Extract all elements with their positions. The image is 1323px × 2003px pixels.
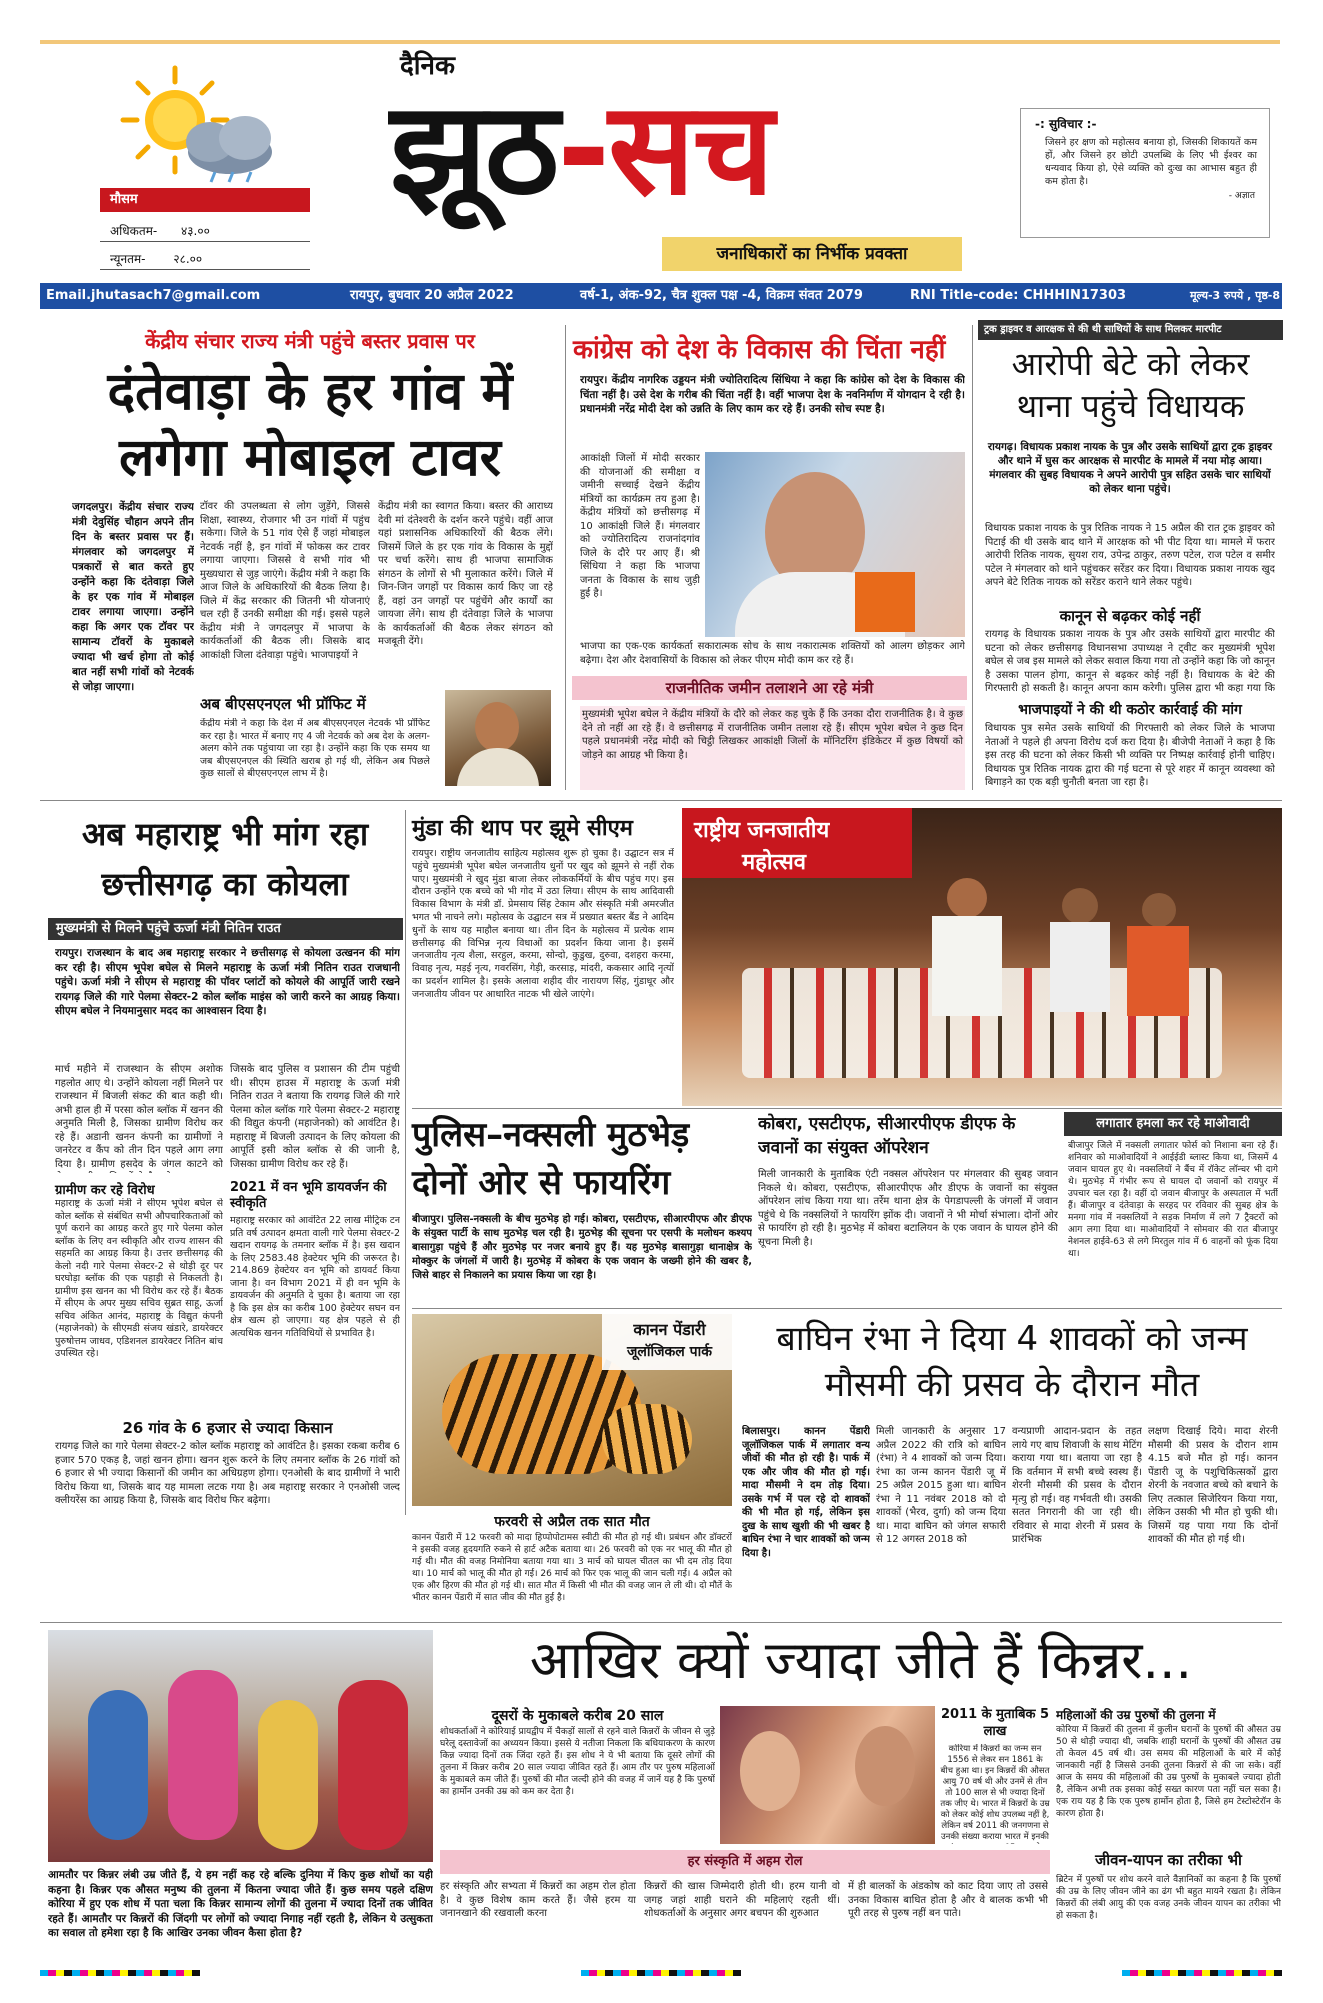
story8-sub1: दूसरों के मुकाबले करीब 20 साल bbox=[491, 1708, 664, 1724]
story7-col2: मिली जानकारी के अनुसार 17 अप्रैल 2022 की रात्रि को बाघिन (रंभा) ने 4 शावकों को जन्म दिया। रंभा का जन्म कानन पेंडारी जू में 25 अप्रैल 2015 हुआ था। बाघिन रंभा ने 11 नवंबर 2018 को दो शावकों (भैरव, दुर्गा) को जन्म दिया था। मादा बाघिन को जंगल सफारी से 12 अगस्त 2018 को bbox=[876, 1426, 1006, 1545]
story3-kicker: ट्रक ड्राइवर व आरक्षक से की थी साथियों के साथ मिलकर मारपीट bbox=[978, 320, 1283, 340]
story3-lead: रायगढ़। विधायक प्रकाश नायक के पुत्र और उसके साथियों द्वारा ट्रक ड्राइवर और थाने में घुस कर आरक्षक से मारपीट के मामले में नया मोड़ आया। मंगलवार की सुबह विधायक ने अपने आरोपी पुत्र सहित उसके चार साथियों को लेकर थाना पहुंचे। bbox=[987, 441, 1273, 495]
story7-sub-text: कानन पेंडारी में 12 फरवरी को मादा हिप्पोपोटामस स्वीटी की मौत हो गई थी। प्रबंधन और डॉक्टरों ने इसकी वजह हृदयगति रुकने से हार्ट अटैक बताया था। 26 फरवरी को एक नर भालू की मौत हो गई थी। मौत की वजह निमोनिया बताया गया था। 3 मार्च को घायल चीतल का भी दम तोड़ दिया था। 10 मार्च को भालू की मौत हो गई। 26 मार्च को फिर एक भालू की जान चली गई। 4 अप्रैल को एक और हिरण की मौत हो गई थी। सात मौत में किसी भी मौत की वजह जान ले ली थी। दो मौतें के भीतर कानन पेंडारी में सात जीव की मौत हुई है। bbox=[412, 1533, 732, 1603]
festival-photo-caption1: राष्ट्रीय जनजातीय bbox=[694, 818, 830, 843]
story8-t1: शोधकर्ताओं ने कोरियाई प्रायद्वीप में चैकड़ों सालों से रहने वाले किन्नरों के जीवन से जुड़े घरेलू दस्तावेजों का अध्ययन किया। इससे ये नतीजा निकला कि बधियाकरण के कारण किन्न ज्यादा दिनों तक जिंदा रहते हैं। इस शोध ने ये भी बताया कि दूसरे लोगों की तुलना में किन्नर करीब 20 साल ज्यादा जीवित रहते हैं। आम तौर पर पुरुष महिलाओं के मुकाबले कम जीते हैं। पुरुषों की मौत जल्दी होने की वजह में जानें यह है कि पुरुषों का हार्मोन उनकी उम्र को कम कर देता है। bbox=[440, 1727, 715, 1797]
nameplate-dash: - bbox=[557, 75, 609, 224]
min-temp-row bbox=[100, 248, 310, 270]
story4-sub2: 2021 में वन भूमि डायवर्जन की स्वीकृति bbox=[230, 1180, 387, 1211]
story8-t2: कोरिया में किन्नरों का जन्म सन 1556 से लेकर सन 1861 के बीच हुआ था। इन किन्नरों की औसत आयु 70 वर्ष थी और उनमें से तीन तो 100 साल से भी ज्यादा दिनों तक जीए थे। भारत में किन्नरों के उम्र को लेकर कोई शोध उपलब्ध नहीं है, लेकिन वर्ष 2011 की जनगणना से उनकी संख्या कराया भारत में इनकी bbox=[940, 1744, 1050, 1842]
story6-side-title: लगातार हमला कर रहे माओवादी bbox=[1064, 1112, 1282, 1136]
minister-photo bbox=[445, 690, 551, 786]
story2-col: आकांक्षी जिलों में मोदी सरकार की योजनाओं की समीक्षा व जमीनी सच्चाई देखने केंद्रीय मंत्रियों का कार्यक्रम तय हुआ है। केंद्रीय मंत्रियों को छत्तीसगढ़ में 10 आकांक्षी जिले हैं। मंगलवार को ज्योतिरादित्य राजनांदगांव जिले के दौरे पर आए हैं। श्री सिंधिया ने कहा कि भाजपा जनता के विकास के साथ जुड़ी हुई है। bbox=[580, 453, 700, 599]
min-temp-value: २८.०० bbox=[173, 252, 203, 266]
festival-photo bbox=[682, 808, 1282, 1106]
min-temp-label: न्यूनतम- bbox=[110, 252, 146, 266]
kinnar-celebration-photo bbox=[48, 1630, 433, 1862]
story1-headline-line1: दंतेवाड़ा के हर गांव में bbox=[107, 362, 513, 422]
story2-headline: कांग्रेस को देश के विकास की चिंता नहीं bbox=[573, 335, 946, 365]
story8-t3: कोरिया में किन्नरों की तुलना में कुलीन घरानों के पुरुषों की औसत उम्र 50 से थोड़ी ज्यादा थी, जबकि शाही घरानों के पुरुषों की औसत उम्र तो केवल 45 वर्ष थी। उस समय की महिलाओं के बारे में कोई जानकारी नहीं है जिससे उनकी तुलना किन्नरों से की जा सके। वहीं आज के समय की महिलाओं की उम्र पुरुषों के मुकाबले ज्यादा होती है, लेकिन अभी तक इसका कोई सख्त कारण पता नहीं चल सका है। एक राय यह है कि एक पुरुष हार्मोन होता है, जिसे हम टेस्टोस्टेरॉन के कारण होता है। bbox=[1056, 1725, 1281, 1819]
story1-col2: टॉवर की उपलब्धता से लोग जुड़ेंगे, जिससे शिक्षा, स्वास्थ्य, रोजगार भी उन गांवों में पहुंच सकेगा। जिले के 51 गांव ऐसे हैं जहां मोबाइल नेटवर्क नहीं है, इन गांवों में फोकस कर टावर लगाया जाएगा। जिससे वे सभी गांव भी मुख्यधारा से जुड़ जाएंगे। केंद्रीय मंत्री ने कहा कि आज जिले के अधिकारियों की बैठक लिया है। जिले में केंद्र सरकार की जितनी भी योजनाएं चल रही हैं उनकी समीक्षा की गई। इससे पहले केंद्रीय मंत्री ने जगदलपुर में भाजपा के कार्यकर्ताओं की बैठक ली। जिसके बाद आकांक्षी जिला दंतेवाड़ा पहुंचे। भाजपाइयों ने bbox=[200, 501, 370, 661]
story3-p2: रायगढ़ के विधायक प्रकाश नायक के पुत्र और उसके साथियों द्वारा मारपीट की घटना को लेकर छत्तीसगढ़ विधानसभा उपाध्यक्ष ने ट्वीट कर मुख्यमंत्री भूपेश बघेल से जब इस मामले को लेकर सवाल किया गया तो उन्होंने कहा कि जो कानून है उसका पालन होगा, कानून से बढ़कर कोई नहीं है। विधायक के बेटे की गिरफ्तारी हो सकती है। कानून अपना काम करेगी। पुलिस द्वारा भी कहा गया कि bbox=[985, 629, 1275, 694]
registration-strip-top bbox=[40, 40, 1280, 44]
story1-side-text: केंद्रीय मंत्री ने कहा कि देश में अब बीएसएनएल नेटवर्क भी प्रॉफिट कर रहा है। भारत में बनाए गए 4 जी नेटवर्क को अब देश के अलग-अलग कोने तक पहुंचाया जा रहा है। उन्होंने कहा कि एक समय था जब बीएसएनएल की स्थिति खराब हो गई थी, लेकिन अब पिछले कुछ सालों से बीएसएनएल लाभ में है। bbox=[200, 718, 430, 779]
email-link[interactable]: Email.jhutasach7@gmail.com bbox=[46, 288, 261, 303]
story1-side-box bbox=[200, 690, 552, 790]
story3-sub2: भाजपाइयों ने की थी कठोर कार्रवाई की मांग bbox=[1018, 702, 1242, 718]
story4-col1: मार्च महीने में राजस्थान के सीएम अशोक गहलोत आए थे। उन्होंने कोयला नहीं मिलने पर राजस्थान में बिजली संकट की बात कही थी। अभी हाल ही में परसा कोल ब्लॉक में खनन की अनुमति मिली है, जिसका ग्रामीण विरोध कर रहे हैं। अडानी खनन कंपनी का ग्रामीणों ने जनरेटर व कैंप को तीन दिन पहले आग लगा दिया है। ग्रामीण हसदेव के जंगल काटने को bbox=[55, 1064, 223, 1170]
story8-b1: हर संस्कृति और सभ्यता में किन्नरों का अहम रोल होता है। वे कुछ विशेष काम करते हैं। जैसे हरम या जनानखाने की रखवाली करना bbox=[440, 1881, 636, 1919]
info-bar bbox=[40, 283, 1282, 309]
story7-headline-line2: मौसमी की प्रसव के दौरान मौत bbox=[824, 1365, 1200, 1405]
story7-headline-line1: बाघिन रंभा ने दिया 4 शावकों को जन्म bbox=[776, 1319, 1248, 1359]
edition-details: वर्ष-1, अंक-92, चैत्र शुक्ल पक्ष -4, विक्रम संवत 2079 bbox=[580, 288, 863, 303]
story2-side-title: राजनीतिक जमीन तलाशने आ रहे मंत्री bbox=[572, 676, 967, 700]
story3-p1: विधायक प्रकाश नायक के पुत्र रितिक नायक ने 15 अप्रैल की रात ट्रक ड्राइवर को पिटाई की थी उसके बाद थाने में आरक्षक को भी पीट दिया था। मामले में फरार आरोपी रितिक नायक, सुयश राय, उपेन्द्र ठाकुर, तरुण पटेल, राज पटेल व समीर पटेल ने मंगलवार को थाने पहुंचकर सरेंडर कर दिया। विधायक प्रकाश नायक खुद अपने बेटे रितिक नायक को सरेंडर कराने थाने लेकर पहुंचे। bbox=[985, 523, 1275, 588]
story6-headline-line2: दोनों ओर से फायरिंग bbox=[412, 1163, 671, 1203]
weather-box bbox=[100, 60, 310, 275]
story3-headline-line2: थाना पहुंचे विधायक bbox=[1016, 387, 1245, 425]
divider bbox=[40, 1622, 1282, 1623]
divider bbox=[412, 1308, 1282, 1309]
story6-side-text: बीजापुर जिले में नक्सली लगातार फोर्स को निशाना बना रहे हैं। शनिवार को माओवादियों ने आईईडी ब्लास्ट किया था, जिसमें 4 जवान घायल हुए थे। नक्सलियों ने बैंच में रॉकेट लॉन्चर भी दागे थे। मुठभेड़ में गंभीर रूप से घायल दो जवानों को रायपुर में उपचार चल रहा है। वहीं दो जवान बीजापुर के अस्पताल में भर्ती हैं। बीजापुर व दंतेवाड़ा के सरहद पर रविवार की सुबह क्षेत्र के मनगा गांव में नक्सलियों ने सड़क निर्माण में लगे 7 ट्रैक्टरों को आग लगा दिया था। माओवादियों ने सोमवार की रात बीजापुर नेशनल हाईवे-63 से लगे मिरतुल गांव में 6 वाहनों को फूंक दिया था। bbox=[1068, 1141, 1278, 1259]
nameplate-left: झूठ bbox=[390, 75, 558, 224]
story1-intro: जगदलपुर। केंद्रीय संचार राज्य मंत्री देवुसिंह चौहान अपने तीन दिन के बस्तर प्रवास पर हैं। मंगलवार को जगदलपुर में पत्रकारों से बात करते हुए उन्होंने कहा कि दंतेवाड़ा जिले के हर एक गांव में मोबाइल टावर लगाया जाएगा। उन्होंने कहा कि अगर एक टॉवर पर सामान्य टॉवरों के मुकाबले ज्यादा भी खर्च होगा तो कोई बात नहीं सभी गांवों को नेटवर्क से जोड़ा जाएगा। bbox=[72, 501, 194, 693]
registration-strip-bottom bbox=[40, 1968, 1282, 1978]
story7-col4: लक्षण दिखाई दिये। मादा शेरनी मौसमी की प्रसव के दौरान शाम 4.15 बजे मौत हो गई। कानन पेंडारी जू के पशुचिकित्सकों द्वारा शेरनी के नवजात बच्चे को बचाने के लिए तत्काल सिजेरियन किया गया, लेकिन उसकी भी मौत हो चुकी थी। जिसमें यह पाया गया कि दोनों शावकों की मौत हो गई थी। bbox=[1148, 1426, 1278, 1545]
max-temp-label: अधिकतम- bbox=[110, 224, 158, 238]
divider bbox=[40, 800, 1282, 801]
story2-side-text: मुख्यमंत्री भूपेश बघेल ने केंद्रीय मंत्रियों के दौरे को लेकर कह चुके हैं कि उनका दौरा राजनीतिक है। वे कुछ देने तो नहीं आ रहे हैं। वे छत्तीसगढ़ में राजनीतिक जमीन तलाश रहे हैं। सीएम भूपेश बघेल ने कुछ दिन पहले प्रधानमंत्री नरेंद्र मोदी को चिट्ठी लिखकर आकांक्षी जिलों के मॉनिटरिंग इंडिकेटर में कुछ विषयों को जोड़ने का आग्रह भी किया है। bbox=[580, 706, 965, 790]
weather-label: मौसम bbox=[100, 188, 310, 212]
thought-title: -: सुविचार :- bbox=[1035, 117, 1097, 131]
story5-text: रायपुर। राष्ट्रीय जनजातीय साहित्य महोत्सव शुरू हो चुका है। उद्घाटन सत्र में पहुंचे मुख्यमंत्री भूपेश बघेल जनजातीय धुनों पर खुद को झूमने से नहीं रोक पाए। मुख्यमंत्री ने खुद मुंडा बाजा लेकर लोककर्मियों के बीच पहुंच गए। इस दौरान उन्होंने एक बच्चे को भी गोद में उठा लिया। सीएम के साथ आदिवासी विकास विभाग के मंत्री डॉ. प्रेमसाय सिंह टेकाम और संस्कृति मंत्री अमरजीत भगत भी नाचने लगे। महोत्सव के उद्घाटन सत्र में प्रख्यात बस्तर बैंड ने आदिम धुनों के साथ यह माहौल बनाया था। तीन दिन के महोत्सव में प्रत्येक शाम छत्तीसगढ़ की विभिन्न नृत्य विधाओं का प्रदर्शन किया जाना है। इसमें जनजातीय नृत्य शैला, सरहुल, करमा, सोन्दो, कुडुख, दुरुवा, दशहरा करमा, विवाह नृत्य, मड़ई नृत्य, गवरसिंग, गेड़ी, करसाड़, मांदरी, ककसार आदि नृत्यों का प्रदर्शन शामिल है। इसके अलावा शहीद वीर नारायण सिंह, गुंडाधूर और जनजातीय जीवन पर आधारित नाटक भी खेले जाएंगे। bbox=[412, 848, 674, 1000]
story1-kicker: केंद्रीय संचार राज्य मंत्री पहुंचे बस्तर प्रवास पर bbox=[145, 329, 475, 353]
story8-t4: ब्रिटेन में पुरुषों पर शोध करने वाले वैज्ञानिकों का कहना है कि पुरुषों की उम्र के लिए जीवन जीने का ढंग भी बहुत मायने रखता है। लेकिन किन्नरों की लंबी आयु की एक वजह उनके जीवन यापन का तरीका भी हो सकता है। bbox=[1056, 1875, 1281, 1921]
story8-sub3: महिलाओं की उम्र पुरुषों की तुलना में bbox=[1056, 1708, 1216, 1722]
issue-date: रायपुर, बुधवार 20 अप्रैल 2022 bbox=[350, 288, 514, 303]
story3-headline-line1: आरोपी बेटे को लेकर bbox=[1011, 345, 1250, 383]
divider bbox=[405, 810, 406, 1515]
story8-sub2: 2011 के मुताबिक 5 लाख bbox=[940, 1707, 1050, 1739]
story4-sub3: 26 गांव के 6 हजार से ज्यादा किसान bbox=[122, 1419, 333, 1437]
story6-lead: बीजापुर। पुलिस-नक्सली के बीच मुठभेड़ हो गई। कोबरा, एसटीएफ, सीआरपीएफ और डीएफ के संयुक्त पार्टी के साथ मुठभेड़ चल रही है। मुठभेड़ की सूचना पर एसपी के मलोधन कश्यप बासागुड़ा पहुंचे हैं और मुठभेड़ पर नजर बनाये हुए हैं। यह मुठभेड़ बासागुड़ा थानाक्षेत्र के मोक्कुर के जंगलों में जारी है। मुठभेड़ में कोबरा के एक जवान के जख्मी होने की खबर है, जिसे बाहर से निकालने का प्रयास किया जा रहा है। bbox=[412, 1214, 752, 1281]
scindia-photo bbox=[705, 452, 965, 637]
story4-s2: महाराष्ट्र सरकार को आवंटित 22 लाख मीट्रिक टन प्रति वर्ष उत्पादन क्षमता वाली गारे पेलमा सेक्टर-2 खदान रायगढ़ के तमनार ब्लॉक में है। इस खदान के लिए 2583.48 हेक्टेयर भूमि की जरूरत है। 214.869 हेक्टेयर वन भूमि को डायवर्ट किया जाना है। वन विभाग 2021 में ही वन भूमि के डायवर्जन की अनुमति दे चुका है। बताया जा रहा है कि इस क्षेत्र का करीब 100 हेक्टेयर सघन वन क्षेत्र खत्म हो जाएगा। यह क्षेत्र पहले से ही अत्यधिक खनन गतिविधियों से प्रभावित है। bbox=[230, 1215, 400, 1339]
thought-box bbox=[1020, 108, 1270, 238]
story1-headline-line2: लगेगा मोबाइल टावर bbox=[119, 428, 501, 488]
story8-headline: आखिर क्यों ज्यादा जीते हैं किन्नर... bbox=[529, 1631, 1193, 1691]
sun-cloud-icon bbox=[115, 60, 285, 185]
festival-photo-caption2: महोत्सव bbox=[742, 850, 806, 875]
story5-headline: मुंडा की थाप पर झूमे सीएम bbox=[412, 816, 633, 841]
max-temp-value: ४३.०० bbox=[181, 224, 210, 238]
story2-lead: रायपुर। केंद्रीय नागरिक उड्डयन मंत्री ज्योतिरादित्य सिंधिया ने कहा कि कांग्रेस को देश के विकास की चिंता नहीं है। उसे देश के गरीब की चिंता नहीं है। वहीं भाजपा देश के नवनिर्माण में योगदान दे रही है। प्रधानमंत्री नरेंद्र मोदी देश को उन्नति के लिए काम कर रहे हैं। उनकी सोच स्पष्ट है। bbox=[580, 374, 965, 415]
story4-sub1: ग्रामीण कर रहे विरोध bbox=[55, 1183, 155, 1198]
thought-author: - अज्ञात bbox=[1228, 191, 1255, 201]
divider bbox=[412, 1108, 1282, 1109]
kinnar-portrait-photo bbox=[720, 1706, 935, 1844]
nameplate-right: सच bbox=[608, 75, 773, 224]
story3-p3: विधायक पुत्र समेत उसके साथियों की गिरफ्तारी को लेकर जिले के भाजपा नेताओं ने पहले ही अपना विरोध दर्ज करा दिया है। बीजेपी नेताओं ने कहा है कि इस तरह की घटना को लेकर किसी भी व्यक्ति पर निष्पक्ष कार्रवाई होनी चाहिए। विधायक पुत्र रितिक नायक द्वारा की गई घटना से पूरे शहर में कानून व्यवस्था को बिगाड़ने का एक बड़ी चुनौती बनता जा रहा है। bbox=[985, 723, 1275, 788]
newspaper-nameplate bbox=[390, 70, 950, 230]
tiger-photo bbox=[412, 1314, 732, 1506]
story4-kicker: मुख्यमंत्री से मिलने पहुंचे ऊर्जा मंत्री नितिन राउत bbox=[48, 918, 403, 940]
story1-col3: केंद्रीय मंत्री का स्वागत किया। बस्तर की आराध्य देवी मां दंतेश्वरी के दर्शन करने पहुंचे। वहीं आज यहां प्रशासनिक अधिकारियों की बैठक लेंगे। जिसमें जिले के हर एक गांव के विकास के मुद्दों पर चर्चा करेंगे। साथ ही भाजपा सामाजिक संगठन के लोगों से भी मुलाकात करेंगे। जिले में जिन-जिन जगहों पर विकास कार्य किए जा रहे हैं, वहां उन जगहों पर पहुंचेंगे और कार्यों का जायजा लेंगे। साथ ही दंतेवाड़ा जिले के भाजपा के कार्यकर्ताओं की बैठक लेकर संगठन को मजबूती देंगे। bbox=[378, 501, 553, 647]
max-temp-row bbox=[100, 220, 310, 242]
story3-sub1: कानून से बढ़कर कोई नहीं bbox=[1059, 607, 1201, 625]
story2-wide: भाजपा का एक-एक कार्यकर्ता सकारात्मक सोच के साथ नकारात्मक शक्तियों को आलग छोड़कर आगे बढ़ेगा। देश और देशवासियों के विकास को लेकर पीएम मोदी काम कर रहे हैं। bbox=[580, 641, 965, 666]
price-pages: मूल्य-3 रुपये , पृष्ठ-8 bbox=[1190, 289, 1281, 302]
tagline: जनाधिकारों का निर्भीक प्रवक्ता bbox=[662, 237, 962, 271]
story7-col3: वन्यप्राणी आदान-प्रदान के तहत लाये गए बाघ शिवाजी के साथ मेटिंग कराया गया था। बताया जा रहा है कि वर्तमान में सभी बच्चे स्वस्थ हैं। शेरनी मौसमी की प्रसव के दौरान मृत्यु हो गई। वह गर्भवती थी। उसकी सतत निगरानी की जा रही थी। रविवार से मादा शेरनी में प्रसव के प्रारंभिक bbox=[1012, 1426, 1142, 1545]
tiger-photo-caption2: जूलॉजिकल पार्क bbox=[627, 1344, 712, 1360]
story6-headline-line1: पुलिस–नक्सली मुठभेड़ bbox=[412, 1115, 690, 1155]
story8-photo-caption: आमतौर पर किन्नर लंबी उम्र जीते हैं, ये हम नहीं कह रहे बल्कि दुनिया में किए कुछ शोधों का यही कहना है। किन्नर एक औसत मनुष्य की तुलना में कितना ज्यादा जीते हैं। कुछ समय पहले दक्षिण कोरिया में हुए एक शोध में पता चला कि किन्नर सामान्य लोगों की तुलना में ज्यादा दिनों तक जीवित रहते हैं। आमतौर पर किन्नरों की जिंदगी पर लोगों को ज्यादा निगाह नहीं रहती है, लेकिन ये उत्सुकता का सवाल तो हमेशा रहा है कि आखिर उनका जीवन कैसा होता है? bbox=[48, 1869, 433, 1939]
divider bbox=[565, 325, 566, 790]
story8-b2: किन्नरों की खास जिम्मेदारी होती थी। हरम यानी वो जगह जहां शाही घराने की महिलाएं रहती थीं। शोधकर्ताओं के अनुसार अगर बचपन की शुरुआत bbox=[644, 1881, 840, 1919]
story1-side-title: अब बीएसएनएल भी प्रॉफिट में bbox=[200, 695, 366, 713]
rni-code: RNI Title-code: CHHHIN17303 bbox=[910, 288, 1127, 303]
tiger-photo-caption1: कानन पेंडारी bbox=[633, 1320, 706, 1339]
story4-headline-line2: छत्तीसगढ़ का कोयला bbox=[101, 865, 349, 903]
story8-pinkbar: हर संस्कृति में अहम रोल bbox=[440, 1850, 1050, 1874]
story7-sub: फरवरी से अप्रैल तक सात मौत bbox=[494, 1514, 650, 1530]
story8-sub4: जीवन-यापन का तरीका भी bbox=[1095, 1851, 1242, 1869]
story4-col2: जिसके बाद पुलिस व प्रशासन की टीम पहुंची थी। सीएम हाउस में महाराष्ट्र के ऊर्जा मंत्री नितिन राउत ने बताया कि रायगढ़ जिले की गारे पेलमा कोल ब्लॉक गारे पेलमा सेक्टर-2 महाराष्ट्र की विद्युत कंपनी (महाजेनको) को आवंटित है। महाराष्ट्र में बिजली उत्पादन के लिए कोयला की आपूर्ति इसी कोल ब्लॉक से की जानी है, जिसका ग्रामीण विरोध कर रहे हैं। bbox=[230, 1064, 400, 1170]
story6-head2: कोबरा, एसटीएफ, सीआरपीएफ डीएफ के जवानों का संयुक्त ऑपरेशन bbox=[758, 1114, 1016, 1158]
story8-b3: में ही बालकों के अंडकोष को काट दिया जाए तो उससे उनका विकास बाधित होता है और वे बालक कभी भी पूरी तरह से पुरुष नहीं बन पाते। bbox=[848, 1881, 1048, 1919]
story4-s1: महाराष्ट्र के ऊर्जा मंत्री ने सीएम भूपेश बघेल से कोल ब्लॉक से संबंधित सभी औपचारिकताओं को पूर्ण कराने का आग्रह करते हुए गारे पेलमा कोल ब्लॉक के लिए वन स्वीकृति और राज्य शासन की सहमति का आग्रह किया है। उत्तर छत्तीसगढ़ की केलो नदी गारे पेलमा सेक्टर-2 से थोड़ी दूर पर घरघोड़ा ब्लॉक की एक पहाड़ी से निकलती है। ग्रामीण इस खनन का भी विरोध कर रहे हैं। बैठक में सीएम के अपर मुख्य सचिव सुब्रत साहू, ऊर्जा सचिव अंकित आनंद, महाराष्ट्र के विद्युत कंपनी (महाजेनको) के सीएमडी संजय खंडारे, डायरेक्टर पुरुषोत्तम जाधव, एडिशनल डायरेक्टर नितिन बांच उपस्थित रहे। bbox=[55, 1198, 223, 1359]
story4-lead: रायपुर। राजस्थान के बाद अब महाराष्ट्र सरकार ने छत्तीसगढ़ से कोयला उत्खनन की मांग कर रही है। सीएम भूपेश बघेल से मिलने महाराष्ट्र के ऊर्जा मंत्री नितिन राउत राजधानी पहुंचे। ऊर्जा मंत्री ने सीएम से महाराष्ट्र की पॉवर प्लांटों को कोयले की आपूर्ति जारी रखने रायगढ़ जिले की गारे पेलमा सेक्टर-2 कोल ब्लॉक माइंस को जारी करने का आग्रह किया। सीएम बघेल ने नियमानुसार मदद का आश्वासन दिया है। bbox=[55, 947, 400, 1017]
story6-text2: मिली जानकारी के मुताबिक एंटी नक्सल ऑपरेशन पर मंगलवार की सुबह जवान निकले थे। कोबरा, एसटीएफ, सीआरपीएफ और डीएफ के जवानों का संयुक्त ऑपरेशन लांच किया गया था। तर्रेम थाना क्षेत्र के पेगडापल्ली के जंगलों में जवान पहुंचे थे कि नक्सलियों ने फायरिंग झोंक दी। जवानों ने भी मोर्चा संभाला। दोनों ओर से फायरिंग हो रही है। मुठभेड़ में कोबरा बटालियन के एक जवान के घायल होने की सूचना मिली है। bbox=[758, 1169, 1058, 1248]
story4-s3: रायगढ़ जिले का गारे पेलमा सेक्टर-2 कोल ब्लॉक महाराष्ट्र को आवंटित है। इसका रकबा करीब 6 हजार 570 एकड़ है, जहां खनन होगा। खनन शुरू करने के लिए तमनार ब्लॉक के 26 गांवों को 6 हजार से भी ज्यादा किसानों की जमीन का अधिग्रहण होगा। एनओसी के बाद ग्रामीणों ने भारी विरोध किया था, जिसके बाद यह मामला लटक गया है। अब महाराष्ट्र सरकार ने एनओसी जल्द क्लीयरेंस का आग्रह किया है, जिसके बाद विरोध फिर बढ़ेगा। bbox=[55, 1441, 400, 1506]
divider bbox=[972, 325, 973, 790]
daily-label: दैनिक bbox=[400, 51, 455, 81]
thought-text: जिसने हर क्षण को महोत्सव बनाया हो, जिसकी शिकायतें कम हों, और जिसने हर छोटी उपलब्धि के लिए भी ईश्वर का धन्यवाद किया हो, ऐसे व्यक्ति को दुःख का आभास बहुत ही कम होता है। bbox=[1045, 137, 1257, 187]
story7-col1: बिलासपुर। कानन पेंडारी जूलॉजिकल पार्क में लगातार वन्य जीवों की मौत हो रही है। पार्क में एक और जीव की मौत हो गई। मादा मौसमी ने दम तोड़ दिया। उसके गर्भ में पल रहे दो शावकों की भी मौत हो गई, लेकिन इस दुख के साथ खुशी की भी खबर है बाघिन रंभा ने चार शावकों को जन्म दिया है। bbox=[742, 1426, 870, 1559]
story4-headline-line1: अब महाराष्ट्र भी मांग रहा bbox=[81, 815, 369, 853]
